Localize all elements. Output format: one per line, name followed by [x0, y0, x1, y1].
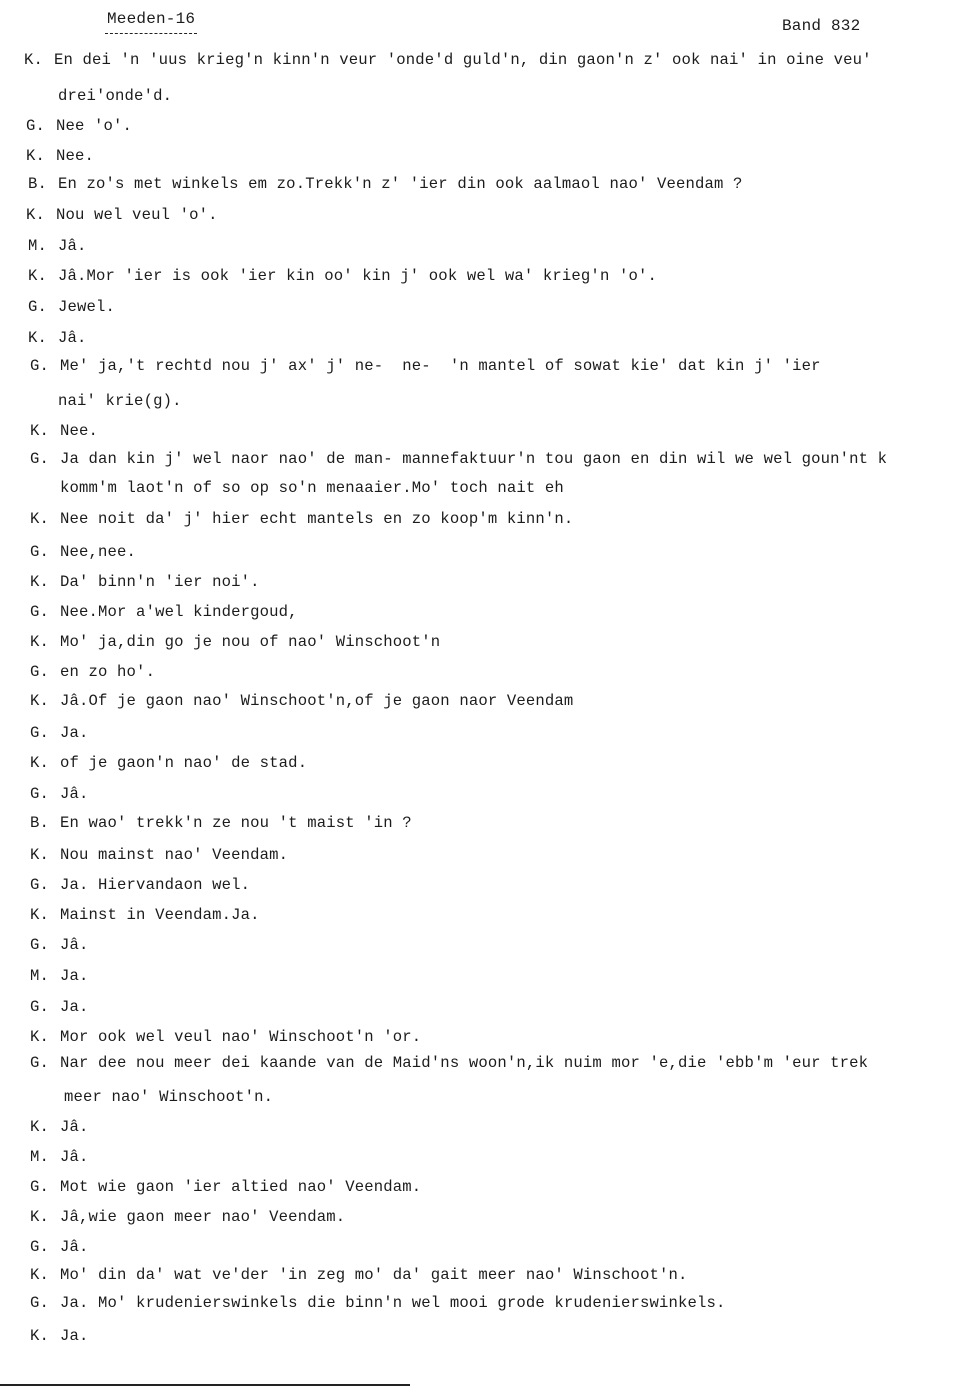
utterance-text: en zo ho'.: [60, 663, 156, 681]
transcript-line: [30, 875, 250, 895]
utterance-text: Jâ.Of je gaon nao' Winschoot'n,of je gaon naor Veendam: [60, 692, 574, 710]
utterance-text: Ja. Hiervandaon wel.: [60, 876, 251, 894]
transcript-line: [30, 602, 298, 622]
utterance-text: Nou wel veul 'o'.: [56, 206, 218, 224]
speaker-label: K.: [24, 51, 44, 69]
utterance-text: En zo's met winkels em zo.Trekk'n z' 'ier din ook aalmaol nao' Veendam ?: [58, 175, 743, 193]
transcript-line: [30, 421, 98, 441]
speaker-label: K.: [30, 510, 50, 528]
speaker-label: K.: [30, 573, 50, 591]
speaker-label: G.: [30, 1054, 50, 1072]
speaker-label: K.: [30, 692, 50, 710]
speaker-label: G.: [30, 1294, 50, 1312]
utterance-text: Ja.: [60, 724, 89, 742]
speaker-label: K.: [30, 422, 50, 440]
transcript-line: [30, 1207, 345, 1227]
utterance-text: Mor ook wel veul nao' Winschoot'n 'or.: [60, 1028, 422, 1046]
speaker-label: G.: [30, 724, 50, 742]
transcript-line: [58, 391, 182, 411]
utterance-text: Ja.: [60, 967, 89, 985]
utterance-text: Mo' din da' wat ve'der 'in zeg mo' da' gait meer nao' Winschoot'n.: [60, 1266, 688, 1284]
transcript-line: [28, 328, 87, 348]
speaker-label: B.: [30, 814, 50, 832]
document-id: [107, 10, 195, 28]
utterance-text: Jâ,wie gaon meer nao' Veendam.: [60, 1208, 346, 1226]
transcript-line: [28, 174, 743, 194]
speaker-label: M.: [28, 237, 48, 255]
utterance-text: Nee 'o'.: [56, 117, 133, 135]
speaker-label: K.: [30, 1327, 50, 1345]
utterance-text: Da' binn'n 'ier noi'.: [60, 573, 260, 591]
transcript-line: [30, 1265, 688, 1285]
utterance-text: Nee.Mor a'wel kindergoud,: [60, 603, 298, 621]
transcript-line: [30, 449, 887, 469]
utterance-text: Jâ.: [60, 1118, 89, 1136]
utterance-text: Ja dan kin j' wel naor nao' de man- mannefaktuur'n tou gaon en din wil we wel goun'nt k: [60, 450, 888, 468]
utterance-text: drei'onde'd.: [58, 87, 173, 105]
speaker-label: G.: [30, 663, 50, 681]
transcript-line: [30, 723, 89, 743]
speaker-label: K.: [26, 147, 46, 165]
transcript-line: [30, 1053, 868, 1073]
speaker-label: B.: [28, 175, 48, 193]
utterance-text: Nee.: [60, 422, 99, 440]
speaker-label: G.: [30, 543, 50, 561]
transcript-line: [30, 845, 288, 865]
speaker-label: G.: [30, 603, 50, 621]
speaker-label: K.: [30, 906, 50, 924]
transcript-line: [24, 50, 872, 70]
speaker-label: G.: [30, 357, 50, 375]
speaker-label: K.: [26, 206, 46, 224]
transcript-line: [30, 509, 573, 529]
speaker-label: K.: [28, 267, 48, 285]
transcript-line: [30, 1293, 726, 1313]
transcript-line: [30, 572, 260, 592]
utterance-text: meer nao' Winschoot'n.: [64, 1088, 274, 1106]
speaker-label: G.: [30, 1238, 50, 1256]
speaker-label: G.: [28, 298, 48, 316]
speaker-label: G.: [26, 117, 46, 135]
utterance-text: Ja.: [60, 998, 89, 1016]
transcript-line: [30, 1117, 89, 1137]
speaker-label: M.: [30, 1148, 50, 1166]
transcript-line: [26, 205, 218, 225]
transcript-line: [28, 266, 657, 286]
transcript-line: [30, 935, 89, 955]
utterance-text: Me' ja,'t rechtd nou j' ax' j' ne- ne- 'n mantel of sowat kie' dat kin j' 'ier: [60, 357, 821, 375]
speaker-label: K.: [30, 1028, 50, 1046]
transcript-line: [30, 662, 155, 682]
utterance-text: Jewel.: [58, 298, 116, 316]
utterance-text: Jâ.: [58, 329, 87, 347]
speaker-label: M.: [30, 967, 50, 985]
utterance-text: of je gaon'n nao' de stad.: [60, 754, 308, 772]
transcript-line: [30, 966, 89, 986]
utterance-text: Jâ.: [58, 237, 87, 255]
transcript-line: [64, 1087, 273, 1107]
speaker-label: K.: [30, 846, 50, 864]
speaker-label: G.: [30, 785, 50, 803]
utterance-text: Mot wie gaon 'ier altied nao' Veendam.: [60, 1178, 422, 1196]
utterance-text: Jâ.: [60, 785, 89, 803]
speaker-label: G.: [30, 998, 50, 1016]
transcript-line: [30, 997, 89, 1017]
transcript-line: [28, 236, 87, 256]
utterance-text: Nee,nee.: [60, 543, 137, 561]
speaker-label: K.: [30, 633, 50, 651]
utterance-text: komm'm laot'n of so op so'n menaaier.Mo' toch nait eh: [60, 479, 564, 497]
transcript-line: [30, 1237, 89, 1257]
transcript-line: [26, 146, 94, 166]
transcript-line: [30, 1147, 89, 1167]
speaker-label: K.: [30, 754, 50, 772]
transcript-line: [30, 542, 136, 562]
tape-number: Band 832: [782, 17, 861, 35]
transcript-line: [28, 297, 115, 317]
speaker-label: K.: [30, 1266, 50, 1284]
utterance-text: Jâ.: [60, 936, 89, 954]
speaker-label: K.: [30, 1118, 50, 1136]
transcript-line: [30, 813, 412, 833]
transcript-line: [30, 356, 821, 376]
utterance-text: Nou mainst nao' Veendam.: [60, 846, 289, 864]
utterance-text: Ja.: [60, 1327, 89, 1345]
utterance-text: Jâ.: [60, 1148, 89, 1166]
transcript-line: [30, 753, 307, 773]
utterance-text: Mo' ja,din go je nou of nao' Winschoot'n: [60, 633, 441, 651]
transcript-line: [30, 905, 260, 925]
transcript-line: [30, 1177, 421, 1197]
speaker-label: G.: [30, 936, 50, 954]
transcript-line: [26, 116, 132, 136]
utterance-text: En wao' trekk'n ze nou 't maist 'in ?: [60, 814, 412, 832]
transcript-line: [30, 784, 89, 804]
document-id-text: Meeden-16: [107, 10, 196, 28]
transcript-line: [60, 478, 564, 498]
utterance-text: Nee.: [56, 147, 95, 165]
utterance-text: nai' krie(g).: [58, 392, 182, 410]
utterance-text: Jâ.: [60, 1238, 89, 1256]
speaker-label: G.: [30, 876, 50, 894]
speaker-label: K.: [30, 1208, 50, 1226]
transcript-line: [30, 691, 573, 711]
utterance-text: En dei 'n 'uus krieg'n kinn'n veur 'onde'd guld'n, din gaon'n z' ook nai' in oine veu': [54, 51, 872, 69]
transcript-line: [30, 1326, 89, 1346]
utterance-text: Jâ.Mor 'ier is ook 'ier kin oo' kin j' ook wel wa' krieg'n 'o'.: [58, 267, 657, 285]
speaker-label: G.: [30, 450, 50, 468]
speaker-label: K.: [28, 329, 48, 347]
utterance-text: Nee noit da' j' hier echt mantels en zo koop'm kinn'n.: [60, 510, 574, 528]
transcript-line: [30, 1027, 421, 1047]
transcript-line: [58, 86, 172, 106]
utterance-text: Ja. Mo' krudenierswinkels die binn'n wel mooi grode krudenierswinkels.: [60, 1294, 726, 1312]
utterance-text: Nar dee nou meer dei kaande van de Maid'ns woon'n,ik nuim mor 'e,die 'ebb'm 'eur trek: [60, 1054, 869, 1072]
utterance-text: Mainst in Veendam.Ja.: [60, 906, 260, 924]
document-id-underline: [105, 33, 197, 34]
speaker-label: G.: [30, 1178, 50, 1196]
footer-rule: [0, 1384, 410, 1386]
transcript-line: [30, 632, 440, 652]
